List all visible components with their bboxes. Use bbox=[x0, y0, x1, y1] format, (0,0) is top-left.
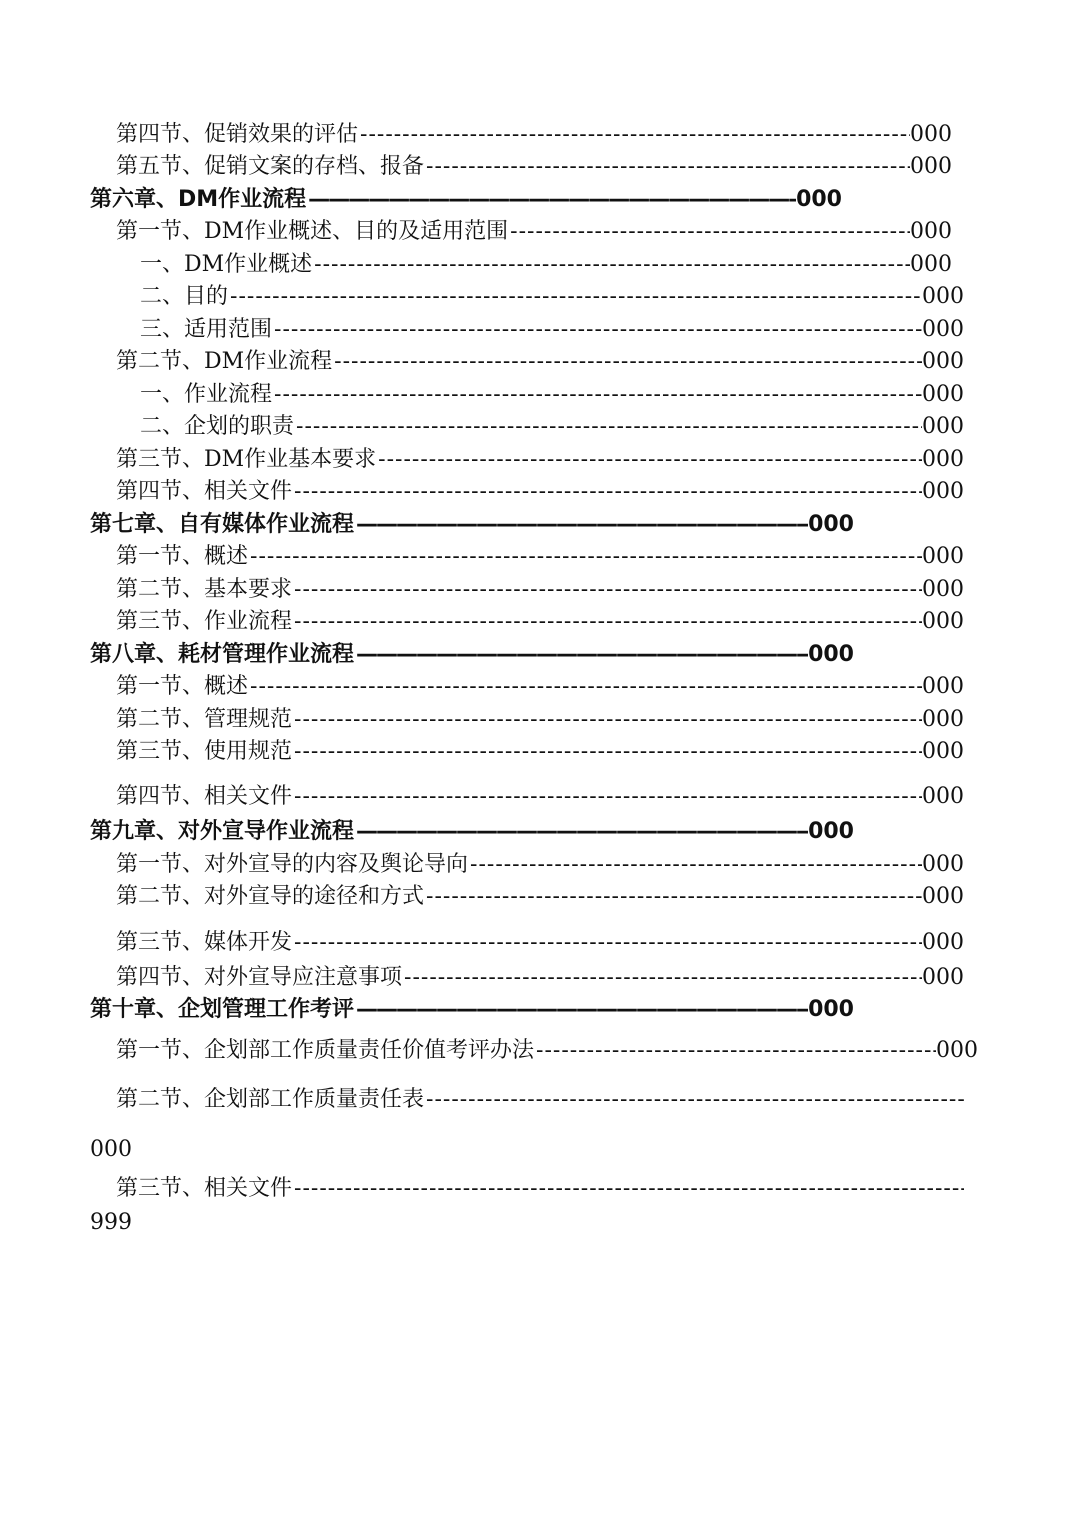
toc-entry bbox=[116, 1036, 978, 1066]
toc-entry bbox=[116, 1085, 964, 1115]
toc-entry bbox=[116, 575, 964, 605]
toc-entry bbox=[116, 607, 964, 637]
toc-leader bbox=[292, 477, 922, 507]
toc-entry-page: 000 bbox=[922, 577, 964, 602]
toc-entry-label: 第四节、相关文件 bbox=[116, 479, 293, 504]
toc-leader bbox=[248, 672, 922, 702]
toc-leader bbox=[402, 963, 922, 993]
toc-entry-label: 第三节、相关文件 bbox=[116, 1176, 293, 1201]
toc-entry-page: 000 bbox=[922, 784, 964, 809]
toc-entry-label: 一、DM作业概述 bbox=[140, 252, 313, 277]
toc-entry bbox=[116, 120, 952, 150]
toc-entry-label: 第三节、DM作业基本要求 bbox=[116, 447, 377, 472]
toc-entry bbox=[116, 542, 964, 572]
toc-entry bbox=[140, 282, 964, 312]
toc-entry-page: 000 bbox=[90, 1137, 132, 1162]
toc-leader bbox=[272, 315, 922, 345]
toc-leader bbox=[354, 510, 808, 540]
toc-chapter-page: 000 bbox=[796, 187, 842, 212]
toc-leader bbox=[292, 607, 922, 637]
toc-entry-page: 000 bbox=[922, 544, 964, 569]
toc-entry-label: 第三节、作业流程 bbox=[116, 609, 293, 634]
toc-entry-page: 000 bbox=[910, 154, 952, 179]
toc-entry-label: 二、目的 bbox=[140, 284, 229, 309]
toc-entry-page: 000 bbox=[922, 852, 964, 877]
toc-leader bbox=[292, 928, 922, 958]
toc-entry-page: 000 bbox=[936, 1038, 978, 1063]
toc-leader bbox=[248, 542, 922, 572]
toc-chapter-page: 000 bbox=[808, 997, 854, 1022]
toc-entry bbox=[116, 152, 952, 182]
toc-entry-label: 第五节、促销文案的存档、报备 bbox=[116, 154, 425, 179]
toc-chapter bbox=[90, 995, 854, 1025]
toc-leader bbox=[292, 782, 922, 812]
toc-entry-page: 000 bbox=[922, 349, 964, 374]
toc-chapter-page: 000 bbox=[808, 512, 854, 537]
toc-leader bbox=[306, 185, 796, 215]
toc-leader bbox=[358, 120, 910, 150]
toc-leader bbox=[508, 217, 910, 247]
toc-leader bbox=[312, 250, 910, 280]
toc-entry-page: 000 bbox=[922, 674, 964, 699]
toc-entry-page: 000 bbox=[922, 447, 964, 472]
toc-entry bbox=[116, 217, 952, 247]
toc-entry-label: 第一节、概述 bbox=[116, 544, 249, 569]
toc-entry bbox=[140, 315, 964, 345]
toc-leader bbox=[354, 995, 808, 1025]
toc-chapter-label: 第九章、对外宣导作业流程 bbox=[90, 819, 355, 844]
toc-entry-label: 第一节、DM作业概述、目的及适用范围 bbox=[116, 219, 509, 244]
toc-entry-page: 000 bbox=[910, 252, 952, 277]
toc-chapter-page: 000 bbox=[808, 819, 854, 844]
toc-leader bbox=[292, 705, 922, 735]
toc-entry bbox=[116, 963, 964, 993]
toc-entry-page: 000 bbox=[922, 479, 964, 504]
toc-chapter-label: 第六章、DM作业流程 bbox=[90, 187, 307, 212]
toc-entry-page: 999 bbox=[90, 1210, 132, 1235]
toc-entry-label: 第一节、概述 bbox=[116, 674, 249, 699]
toc-chapter bbox=[90, 185, 842, 215]
toc-entry-label: 第二节、基本要求 bbox=[116, 577, 293, 602]
toc-entry bbox=[140, 412, 964, 442]
toc-entry bbox=[116, 477, 964, 507]
toc-chapter-label: 第七章、自有媒体作业流程 bbox=[90, 512, 355, 537]
toc-entry-label: 第一节、对外宣导的内容及舆论导向 bbox=[116, 852, 469, 877]
toc-leader bbox=[354, 640, 808, 670]
toc-entry-label: 第三节、使用规范 bbox=[116, 739, 293, 764]
toc-entry-page: 000 bbox=[910, 122, 952, 147]
toc-entry-page: 000 bbox=[922, 930, 964, 955]
toc-entry-label: 第二节、对外宣导的途径和方式 bbox=[116, 884, 425, 909]
toc-entry-page: 000 bbox=[922, 414, 964, 439]
toc-leader bbox=[468, 850, 922, 880]
toc-leader bbox=[376, 445, 922, 475]
toc-entry-label: 二、企划的职责 bbox=[140, 414, 295, 439]
toc-leader bbox=[534, 1036, 936, 1066]
toc-entry-label: 一、作业流程 bbox=[140, 382, 273, 407]
toc-leader bbox=[424, 152, 910, 182]
toc-chapter bbox=[90, 817, 854, 847]
toc-entry bbox=[116, 347, 964, 377]
toc-entry bbox=[116, 672, 964, 702]
toc-chapter-label: 第十章、企划管理工作考评 bbox=[90, 997, 355, 1022]
toc-entry bbox=[140, 250, 952, 280]
toc-entry bbox=[116, 1174, 964, 1204]
toc-entry-page: 000 bbox=[922, 707, 964, 732]
toc-entry-label: 第二节、管理规范 bbox=[116, 707, 293, 732]
toc-entry-label: 第四节、促销效果的评估 bbox=[116, 122, 359, 147]
toc-chapter bbox=[90, 510, 854, 540]
toc-entry-label: 第三节、媒体开发 bbox=[116, 930, 293, 955]
toc-entry-label: 第四节、对外宣导应注意事项 bbox=[116, 965, 403, 990]
toc-leader bbox=[424, 882, 922, 912]
toc-leader bbox=[424, 1085, 964, 1115]
toc-entry bbox=[116, 705, 964, 735]
toc-entry-page: 000 bbox=[922, 739, 964, 764]
toc-entry-label: 第一节、企划部工作质量责任价值考评办法 bbox=[116, 1038, 535, 1063]
toc-entry-label: 第四节、相关文件 bbox=[116, 784, 293, 809]
toc-entry bbox=[140, 380, 964, 410]
toc-entry-page: 000 bbox=[922, 609, 964, 634]
toc-entry-page: 000 bbox=[922, 317, 964, 342]
toc-leader bbox=[228, 282, 922, 312]
toc-entry bbox=[116, 850, 964, 880]
toc-entry-page: 000 bbox=[922, 965, 964, 990]
toc-entry bbox=[116, 782, 964, 812]
toc-entry-page: 000 bbox=[910, 219, 952, 244]
toc-entry bbox=[116, 882, 964, 912]
toc-leader bbox=[354, 817, 808, 847]
toc-entry-label: 第二节、企划部工作质量责任表 bbox=[116, 1087, 425, 1112]
toc-leader bbox=[292, 575, 922, 605]
toc-leader bbox=[292, 1174, 964, 1204]
toc-entry-label: 第二节、DM作业流程 bbox=[116, 349, 333, 374]
toc-leader bbox=[294, 412, 922, 442]
toc-entry-label: 三、适用范围 bbox=[140, 317, 273, 342]
toc-chapter-label: 第八章、耗材管理作业流程 bbox=[90, 642, 355, 667]
toc-entry bbox=[116, 737, 964, 767]
toc-entry bbox=[116, 445, 964, 475]
toc-entry bbox=[116, 928, 964, 958]
toc-chapter-page: 000 bbox=[808, 642, 854, 667]
toc-entry-page: 000 bbox=[922, 382, 964, 407]
toc-chapter bbox=[90, 640, 854, 670]
toc-entry-page: 000 bbox=[922, 284, 964, 309]
toc-leader bbox=[332, 347, 922, 377]
toc-entry-page: 000 bbox=[922, 884, 964, 909]
toc-leader bbox=[292, 737, 922, 767]
toc-leader bbox=[272, 380, 922, 410]
